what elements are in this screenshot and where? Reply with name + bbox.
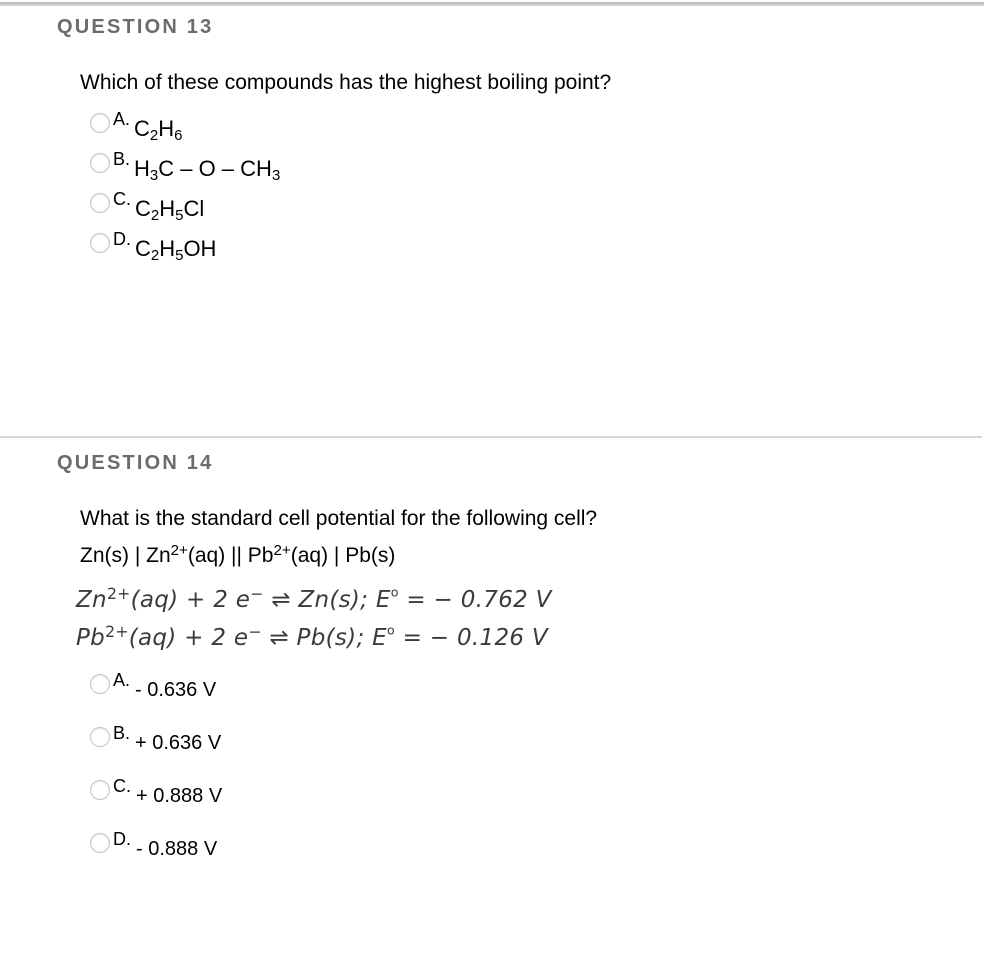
option-text-13-d: $C_2H_5OH$ (135, 236, 217, 265)
option-letter-13-a: A. (113, 109, 131, 129)
option-text-14-d: - 0.888 V (136, 838, 218, 860)
half-reaction-zinc: $Zn^{2+}(aq) + 2$ e− ⇌ Zn(s); $E^o$ = − 0.762 V (76, 583, 552, 613)
question-prompt-13: Which of these compounds has the highest boiling point? (80, 71, 612, 94)
question-prompt-14: What is the standard cell potential for the following cell? (80, 507, 598, 530)
option-text-13-b: $H_3C$ – O – $CH_3$ (134, 156, 281, 185)
question-header-14: QUESTION 14 (57, 452, 214, 474)
option-letter-13-c: C. (113, 189, 131, 209)
question-block-14 (0, 450, 984, 883)
option-text-13-a: $C_2H_6$ (134, 116, 183, 145)
option-letter-14-d: D. (113, 829, 131, 849)
radio-button-14-a[interactable] (90, 674, 110, 694)
option-letter-13-b: B. (113, 149, 131, 169)
question-body-13 (80, 70, 984, 270)
question-header-13: QUESTION 13 (57, 16, 214, 38)
radio-button-14-b[interactable] (90, 727, 110, 747)
option-row-14-a[interactable] (90, 671, 984, 724)
options-list-14 (80, 671, 984, 883)
question-block-13 (0, 14, 984, 270)
option-row-14-c[interactable] (90, 777, 984, 830)
radio-button-13-b[interactable] (90, 153, 110, 173)
option-row-13-b[interactable] (90, 150, 984, 190)
option-row-13-c[interactable] (90, 190, 984, 230)
option-row-13-a[interactable] (90, 110, 984, 150)
option-text-14-a: - 0.636 V (135, 679, 217, 701)
half-reaction-lead: $Pb^{2+}(aq) + 2$ e− ⇌ Pb(s); $E^o$ = − 0.126 V (76, 621, 548, 651)
option-row-14-d[interactable] (90, 830, 984, 883)
top-rule (0, 2, 984, 6)
option-text-14-c: + 0.888 V (136, 785, 223, 807)
half-reactions-14 (76, 581, 984, 657)
cell-notation-14: Zn(s) | $Zn^{2+}(aq)$ || $Pb^{2+}(aq)$ | Pb(s) (80, 541, 396, 567)
section-divider (0, 436, 982, 438)
question-body-14 (76, 506, 984, 883)
radio-button-13-c[interactable] (90, 193, 110, 213)
option-letter-14-a: A. (113, 670, 131, 690)
radio-button-13-d[interactable] (90, 233, 110, 253)
radio-button-14-c[interactable] (90, 780, 110, 800)
options-list-13 (80, 110, 984, 270)
option-text-14-b: + 0.636 V (135, 732, 222, 754)
option-letter-13-d: D. (113, 229, 131, 249)
option-letter-14-b: B. (113, 723, 131, 743)
option-text-13-c: $C_2H_5Cl$ (135, 196, 205, 225)
radio-button-14-d[interactable] (90, 833, 110, 853)
option-row-13-d[interactable] (90, 230, 984, 270)
option-row-14-b[interactable] (90, 724, 984, 777)
radio-button-13-a[interactable] (90, 113, 110, 133)
option-letter-14-c: C. (113, 776, 131, 796)
